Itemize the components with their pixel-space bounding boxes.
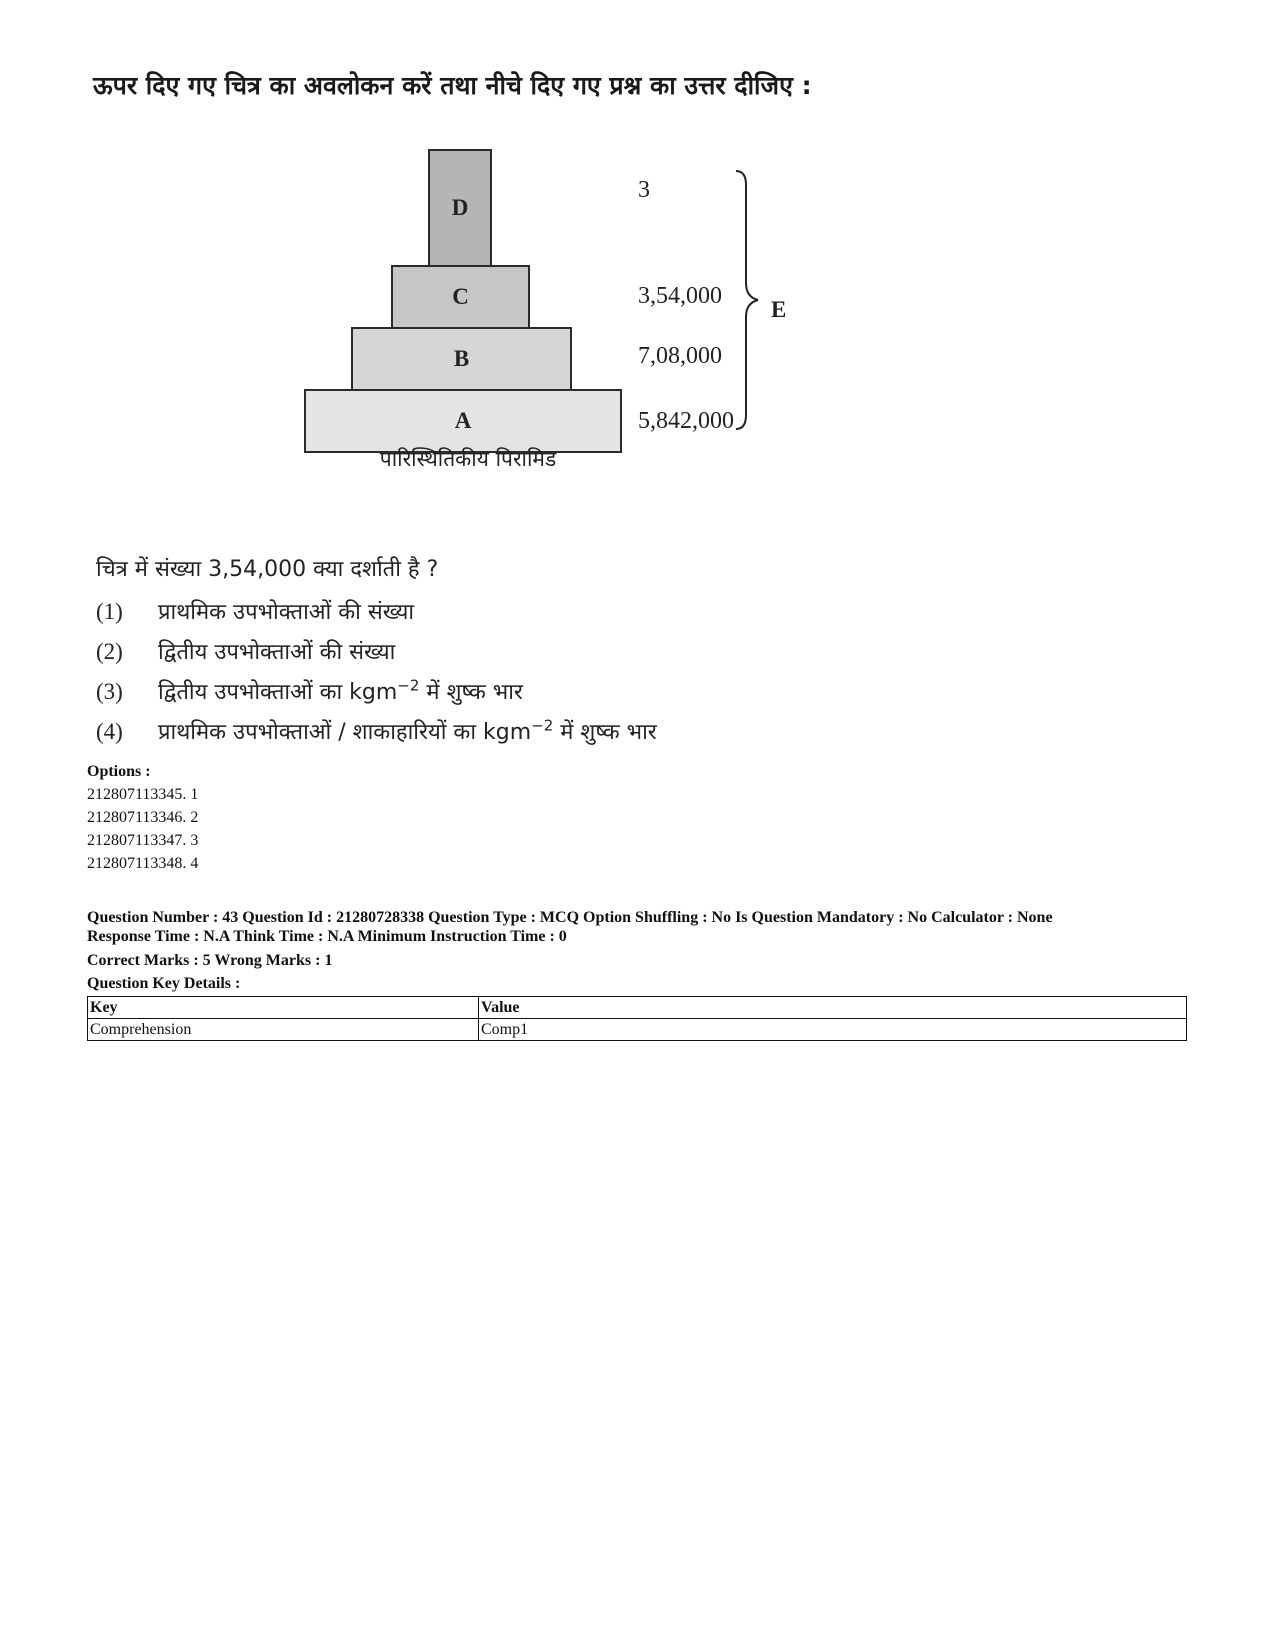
option-id-line: 212807113345. 1 (87, 786, 199, 803)
choice-text: द्वितीय उपभोक्ताओं की संख्या (158, 640, 396, 665)
choice-text: प्राथमिक उपभोक्ताओं की संख्या (158, 600, 415, 625)
pyramid-caption: पारिस्थितिकीय पिरामिड (379, 447, 557, 471)
question-meta-line: Question Number : 43 Question Id : 21280728338 Question Type : MCQ Option Shuffling : No Is Question Mandatory : No Calculator : None (87, 909, 1053, 926)
choice-text-tail: में शुष्क भार (553, 720, 657, 745)
instruction-text: ऊपर दिए गए चित्र का अवलोकन करें तथा नीचे दिए गए प्रश्न का उत्तर दीजिए : (93, 71, 812, 100)
table-header-key: Key (88, 997, 479, 1019)
options-heading: Options : (87, 763, 151, 780)
choice-item (96, 596, 414, 626)
pyramid-tier-b: B (351, 327, 572, 391)
table-cell-key: Comprehension (88, 1019, 479, 1041)
table-cell-value: Comp1 (479, 1019, 1187, 1041)
choice-number: (1) (96, 599, 123, 624)
question-text: चित्र में संख्या 3,54,000 क्या दर्शाती है ? (96, 557, 439, 582)
pyramid-value-a: 5,842,000 (638, 408, 734, 434)
choice-number: (4) (96, 719, 123, 744)
choice-text-tail: में शुष्क भार (419, 680, 523, 705)
question-key-table (87, 996, 1187, 1041)
ecological-pyramid-figure (270, 135, 830, 505)
choice-superscript: −2 (397, 676, 420, 695)
pyramid-value-d: 3 (638, 177, 650, 203)
pyramid-value-b: 7,08,000 (638, 343, 722, 369)
curly-brace-icon (734, 169, 768, 431)
choice-text: द्वितीय उपभोक्ताओं का kgm (158, 680, 398, 705)
marks-line: Correct Marks : 5 Wrong Marks : 1 (87, 952, 333, 969)
option-id-line: 212807113347. 3 (87, 832, 199, 849)
table-header-value: Value (479, 997, 1187, 1019)
choice-number: (2) (96, 639, 123, 664)
pyramid-value-c: 3,54,000 (638, 283, 722, 309)
choice-superscript: −2 (531, 716, 554, 735)
choice-item (96, 716, 657, 746)
pyramid-tier-a: A (304, 389, 622, 453)
table-header-row (88, 997, 1187, 1019)
pyramid-tier-d: D (428, 149, 492, 267)
choice-text: प्राथमिक उपभोक्ताओं / शाकाहारियों का kgm (158, 720, 532, 745)
choice-item (96, 636, 395, 666)
brace-label: E (771, 297, 787, 322)
table-row (88, 1019, 1187, 1041)
key-details-heading: Question Key Details : (87, 975, 241, 992)
choice-number: (3) (96, 679, 123, 704)
option-id-line: 212807113346. 2 (87, 809, 199, 826)
option-id-line: 212807113348. 4 (87, 855, 199, 872)
choice-item (96, 676, 523, 706)
pyramid-tier-c: C (391, 265, 530, 329)
question-timing-line: Response Time : N.A Think Time : N.A Minimum Instruction Time : 0 (87, 928, 567, 945)
